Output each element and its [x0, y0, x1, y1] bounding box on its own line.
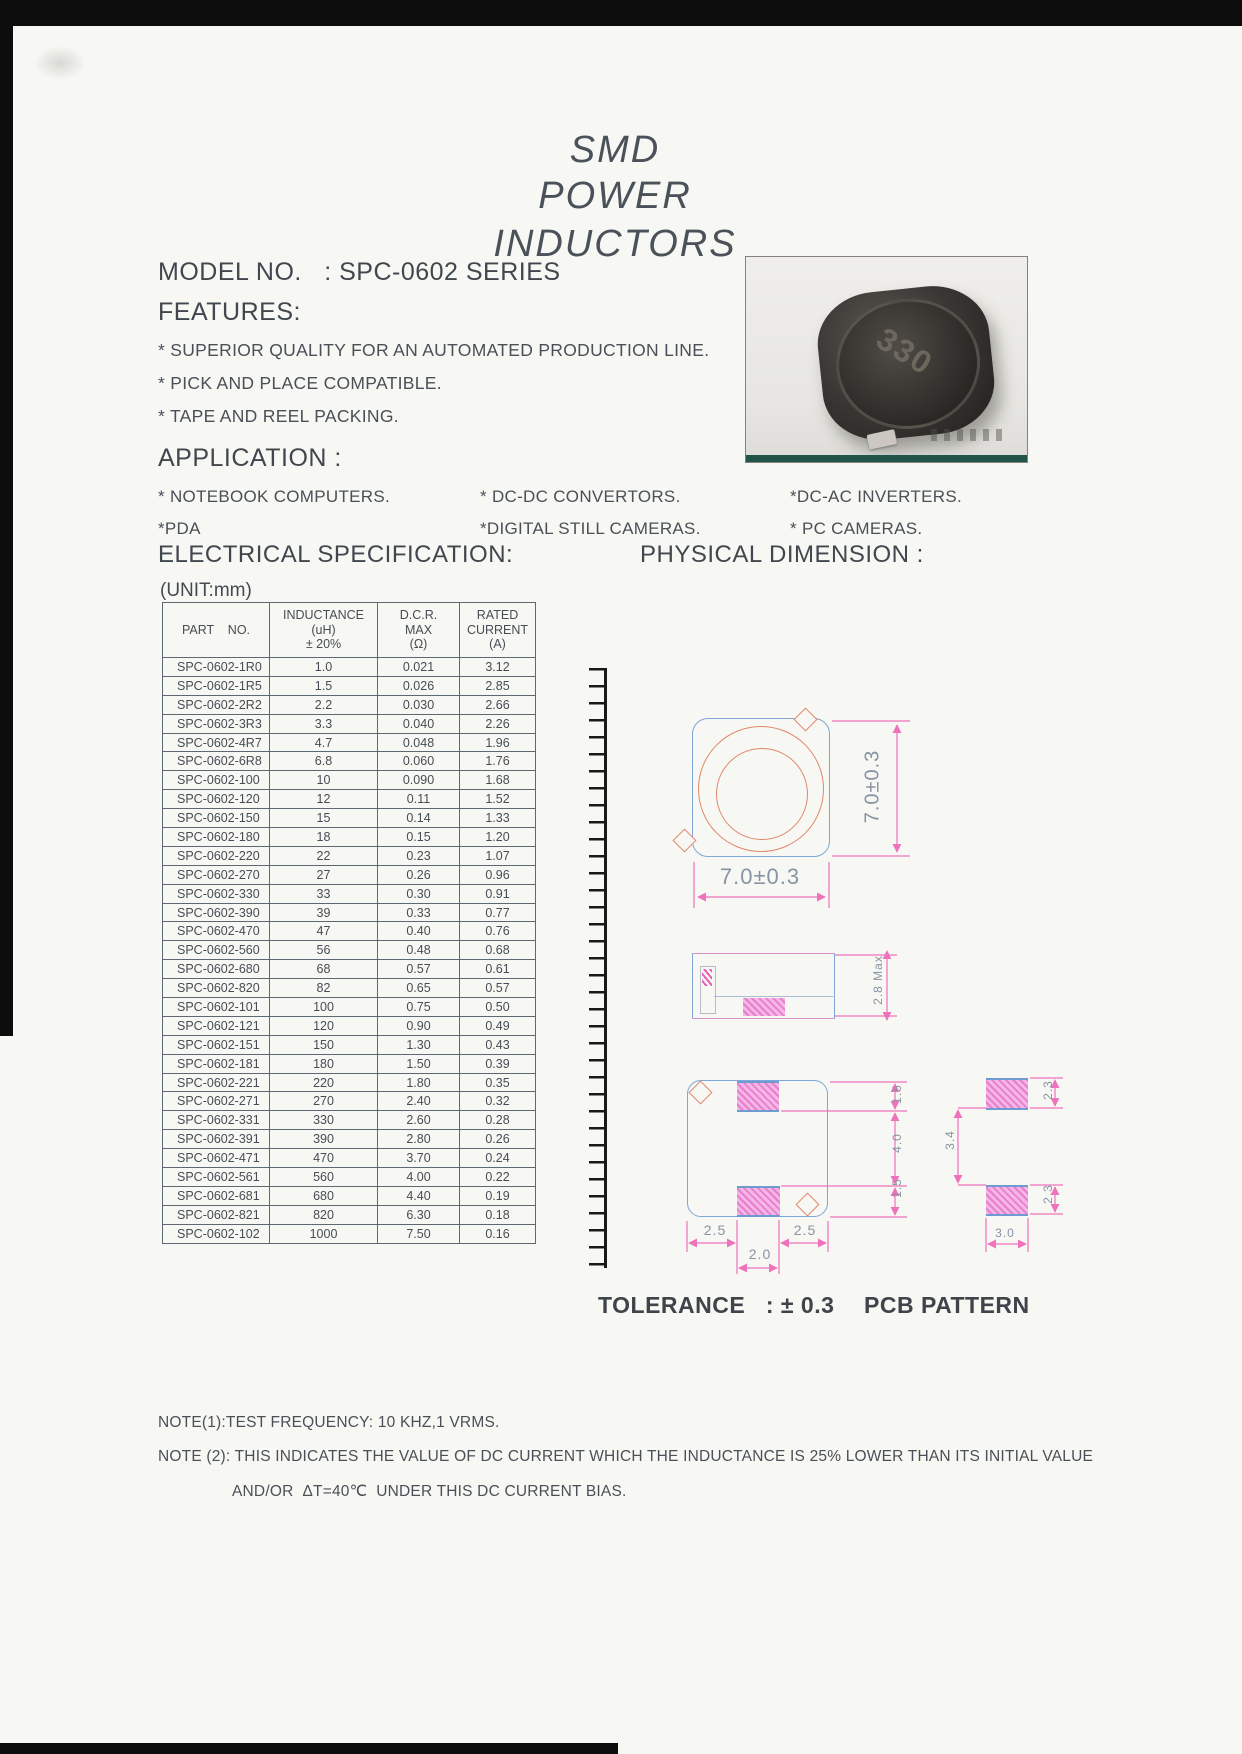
- spec-cell: 0.26: [378, 865, 460, 884]
- spec-cell: 820: [270, 1205, 378, 1224]
- spec-cell: 4.00: [378, 1168, 460, 1187]
- spec-cell: 7.50: [378, 1224, 460, 1243]
- page-title: [408, 128, 822, 268]
- spec-cell: 0.15: [378, 828, 460, 847]
- spec-table: [162, 602, 536, 1244]
- spec-cell: 1.50: [378, 1054, 460, 1073]
- spec-row: [163, 771, 536, 790]
- spec-cell: 0.91: [460, 884, 536, 903]
- spec-cell: 0.11: [378, 790, 460, 809]
- spec-cell: SPC-0602-470: [163, 922, 270, 941]
- spec-cell: SPC-0602-180: [163, 828, 270, 847]
- dim-land-right-top: 1.5: [890, 1084, 904, 1104]
- spec-cell: 0.28: [460, 1111, 536, 1130]
- side-view-seat-line: [714, 996, 833, 997]
- spec-row: [163, 1205, 536, 1224]
- spec-cell: SPC-0602-1R5: [163, 676, 270, 695]
- dim-pcb-pad-top-h: 2.3: [1041, 1080, 1055, 1100]
- spec-cell: 33: [270, 884, 378, 903]
- spec-cell: SPC-0602-150: [163, 809, 270, 828]
- dim-land-bot-right: 2.5: [793, 1222, 817, 1238]
- spec-cell: 2.85: [460, 676, 536, 695]
- spec-cell: SPC-0602-102: [163, 1224, 270, 1243]
- pcb-pad-bottom: [986, 1185, 1028, 1216]
- spec-cell: 22: [270, 846, 378, 865]
- spec-cell: 1.5: [270, 676, 378, 695]
- hatch-mark: [702, 969, 712, 986]
- spec-cell: 0.68: [460, 941, 536, 960]
- feature-item: * SUPERIOR QUALITY FOR AN AUTOMATED PRODUCTION LINE.: [158, 340, 710, 360]
- spec-cell: 0.90: [378, 1016, 460, 1035]
- spec-cell: 3.70: [378, 1149, 460, 1168]
- spec-cell: SPC-0602-3R3: [163, 714, 270, 733]
- spec-row: [163, 960, 536, 979]
- spec-row: [163, 695, 536, 714]
- model-number: MODEL NO. : SPC-0602 SERIES: [158, 258, 561, 286]
- spec-cell: SPC-0602-561: [163, 1168, 270, 1187]
- spec-row: [163, 1224, 536, 1243]
- spec-cell: 0.33: [378, 903, 460, 922]
- spec-cell: SPC-0602-221: [163, 1073, 270, 1092]
- spec-cell: 2.60: [378, 1111, 460, 1130]
- spec-cell: 2.80: [378, 1130, 460, 1149]
- spec-cell: 0.26: [460, 1130, 536, 1149]
- column-header: D.C.R. MAX (Ω): [378, 603, 460, 658]
- application-heading: APPLICATION :: [158, 444, 342, 472]
- spec-cell: 0.22: [460, 1168, 536, 1187]
- spec-cell: SPC-0602-680: [163, 960, 270, 979]
- spec-cell: 1.76: [460, 752, 536, 771]
- spec-row: [163, 979, 536, 998]
- spec-cell: 0.021: [378, 658, 460, 677]
- dim-pcb-pad-bot-h: 2.3: [1041, 1184, 1055, 1204]
- spec-cell: 0.35: [460, 1073, 536, 1092]
- scan-smudge: [34, 46, 86, 80]
- spec-row: [163, 676, 536, 695]
- spec-row: [163, 1035, 536, 1054]
- spec-row: [163, 922, 536, 941]
- spec-cell: SPC-0602-330: [163, 884, 270, 903]
- spec-row: [163, 865, 536, 884]
- spec-cell: 18: [270, 828, 378, 847]
- scan-bar-bottom: [0, 1743, 618, 1754]
- spec-row: [163, 1111, 536, 1130]
- spec-cell: 47: [270, 922, 378, 941]
- spec-cell: 220: [270, 1073, 378, 1092]
- spec-cell: SPC-0602-120: [163, 790, 270, 809]
- spec-cell: 0.048: [378, 733, 460, 752]
- spec-cell: 330: [270, 1111, 378, 1130]
- feature-item: * TAPE AND REEL PACKING.: [158, 406, 399, 426]
- spec-cell: 0.57: [378, 960, 460, 979]
- application-item: *PDA: [158, 519, 201, 538]
- spec-cell: 270: [270, 1092, 378, 1111]
- column-header: INDUCTANCE (uH) ± 20%: [270, 603, 378, 658]
- spec-cell: 0.026: [378, 676, 460, 695]
- spec-cell: 2.2: [270, 695, 378, 714]
- spec-row: [163, 733, 536, 752]
- pcb-pad-top: [986, 1078, 1028, 1110]
- spec-cell: 100: [270, 998, 378, 1017]
- spec-cell: 4.40: [378, 1186, 460, 1205]
- spec-cell: 1.96: [460, 733, 536, 752]
- spec-cell: 0.96: [460, 865, 536, 884]
- spec-cell: 0.23: [378, 846, 460, 865]
- spec-row: [163, 809, 536, 828]
- spec-cell: SPC-0602-270: [163, 865, 270, 884]
- application-item: *DIGITAL STILL CAMERAS.: [480, 519, 701, 538]
- spec-cell: 0.30: [378, 884, 460, 903]
- spec-row: [163, 1054, 536, 1073]
- spec-row: [163, 846, 536, 865]
- note-2: NOTE (2): THIS INDICATES THE VALUE OF DC CURRENT WHICH THE INDUCTANCE IS 25% LOWER THAN ITS INITIAL VALUE: [158, 1448, 1094, 1465]
- spec-cell: 68: [270, 960, 378, 979]
- column-header: RATED CURRENT (A): [460, 603, 536, 658]
- spec-cell: SPC-0602-391: [163, 1130, 270, 1149]
- spec-cell: 1.68: [460, 771, 536, 790]
- column-header: PART NO.: [163, 603, 270, 658]
- side-view-pad: [743, 998, 785, 1016]
- spec-cell: 6.8: [270, 752, 378, 771]
- spec-cell: 0.48: [378, 941, 460, 960]
- spec-cell: 120: [270, 1016, 378, 1035]
- spec-cell: SPC-0602-560: [163, 941, 270, 960]
- spec-cell: 3.12: [460, 658, 536, 677]
- spec-cell: 2.66: [460, 695, 536, 714]
- side-view-core: [700, 966, 716, 1014]
- spec-row: [163, 998, 536, 1017]
- spec-cell: 0.18: [460, 1205, 536, 1224]
- application-item: * NOTEBOOK COMPUTERS.: [158, 487, 391, 506]
- scan-bar-left: [0, 0, 13, 1036]
- spec-cell: 0.19: [460, 1186, 536, 1205]
- spec-cell: 560: [270, 1168, 378, 1187]
- spec-row: [163, 1186, 536, 1205]
- spec-cell: 1.52: [460, 790, 536, 809]
- note-1: NOTE(1):TEST FREQUENCY: 10 KHZ,1 VRMS.: [158, 1414, 500, 1431]
- pcb-pattern-label: PCB PATTERN: [864, 1292, 1030, 1318]
- spec-cell: 150: [270, 1035, 378, 1054]
- bottom-view-pad-top: [737, 1081, 779, 1112]
- spec-table-body: [163, 658, 536, 1244]
- spec-cell: 1.0: [270, 658, 378, 677]
- spec-cell: SPC-0602-121: [163, 1016, 270, 1035]
- product-photo: [745, 256, 1028, 463]
- tolerance-label: TOLERANCE : ± 0.3: [598, 1292, 835, 1318]
- spec-cell: 0.57: [460, 979, 536, 998]
- spec-cell: 3.3: [270, 714, 378, 733]
- spec-cell: 12: [270, 790, 378, 809]
- application-item: * DC-DC CONVERTORS.: [480, 487, 681, 506]
- spec-cell: 1.07: [460, 846, 536, 865]
- spec-cell: 2.40: [378, 1092, 460, 1111]
- photo-noise: [931, 429, 1009, 441]
- spec-cell: SPC-0602-6R8: [163, 752, 270, 771]
- spec-cell: SPC-0602-220: [163, 846, 270, 865]
- spec-cell: 0.16: [460, 1224, 536, 1243]
- spec-cell: 1.30: [378, 1035, 460, 1054]
- dim-land-bot-center: 2.0: [748, 1246, 772, 1262]
- dim-pcb-pad-w: 3.0: [995, 1226, 1015, 1240]
- spec-cell: SPC-0602-100: [163, 771, 270, 790]
- spec-row: [163, 1073, 536, 1092]
- spec-row: [163, 941, 536, 960]
- inductor-body: [813, 280, 1000, 445]
- spec-cell: 0.030: [378, 695, 460, 714]
- unit-label: (UNIT:mm): [160, 580, 252, 601]
- application-item: *DC-AC INVERTERS.: [790, 487, 962, 506]
- spec-cell: 82: [270, 979, 378, 998]
- spec-cell: 180: [270, 1054, 378, 1073]
- dim-land-bot-left: 2.5: [703, 1222, 727, 1238]
- spec-cell: SPC-0602-821: [163, 1205, 270, 1224]
- dim-top-width: 7.0±0.3: [719, 864, 801, 889]
- spec-table-header: [163, 603, 536, 658]
- feature-item: * PICK AND PLACE COMPATIBLE.: [158, 373, 442, 393]
- spec-cell: SPC-0602-331: [163, 1111, 270, 1130]
- spec-cell: 1.80: [378, 1073, 460, 1092]
- spec-cell: 0.39: [460, 1054, 536, 1073]
- spec-cell: 15: [270, 809, 378, 828]
- spec-row: [163, 884, 536, 903]
- spec-row: [163, 1092, 536, 1111]
- note-2-cont: AND/OR ΔT=40℃ UNDER THIS DC CURRENT BIAS.: [232, 1483, 627, 1500]
- spec-cell: 10: [270, 771, 378, 790]
- spec-cell: 56: [270, 941, 378, 960]
- spec-row: [163, 1016, 536, 1035]
- spec-cell: 2.26: [460, 714, 536, 733]
- spec-cell: SPC-0602-181: [163, 1054, 270, 1073]
- spec-cell: SPC-0602-2R2: [163, 695, 270, 714]
- spec-row: [163, 1168, 536, 1187]
- spec-cell: SPC-0602-271: [163, 1092, 270, 1111]
- spec-cell: 0.49: [460, 1016, 536, 1035]
- title-line2: POWER INDUCTORS: [493, 175, 737, 265]
- spec-cell: 0.61: [460, 960, 536, 979]
- dim-side-height: 2.8 Max: [871, 955, 885, 1005]
- spec-row: [163, 828, 536, 847]
- spec-row: [163, 752, 536, 771]
- inductor-terminal: [867, 429, 898, 449]
- dim-land-right-bot: 1.5: [890, 1178, 904, 1198]
- spec-cell: 27: [270, 865, 378, 884]
- spec-cell: 390: [270, 1130, 378, 1149]
- spec-cell: 4.7: [270, 733, 378, 752]
- spec-cell: 1.20: [460, 828, 536, 847]
- spec-cell: 0.40: [378, 922, 460, 941]
- spec-cell: 1000: [270, 1224, 378, 1243]
- inductor-marking: 330: [870, 320, 940, 383]
- spec-cell: 0.32: [460, 1092, 536, 1111]
- scan-bar-top: [0, 0, 1242, 26]
- spec-cell: SPC-0602-471: [163, 1149, 270, 1168]
- features-heading: FEATURES:: [158, 298, 301, 326]
- spec-row: [163, 903, 536, 922]
- spec-cell: 0.24: [460, 1149, 536, 1168]
- spec-cell: 0.14: [378, 809, 460, 828]
- spec-cell: SPC-0602-4R7: [163, 733, 270, 752]
- spec-cell: 0.77: [460, 903, 536, 922]
- dim-top-height: 7.0±0.3: [861, 749, 884, 824]
- spec-cell: 0.040: [378, 714, 460, 733]
- spec-row: [163, 658, 536, 677]
- spec-cell: 680: [270, 1186, 378, 1205]
- spec-cell: 1.33: [460, 809, 536, 828]
- electrical-spec-heading: ELECTRICAL SPECIFICATION:: [158, 541, 514, 568]
- spec-cell: 6.30: [378, 1205, 460, 1224]
- spec-cell: 39: [270, 903, 378, 922]
- spec-cell: SPC-0602-151: [163, 1035, 270, 1054]
- photo-bottom-strip: [746, 455, 1027, 462]
- dim-pcb-gap: 3.4: [943, 1130, 957, 1150]
- bottom-view-pad-bottom: [737, 1186, 780, 1217]
- spec-cell: 0.65: [378, 979, 460, 998]
- spec-cell: 0.43: [460, 1035, 536, 1054]
- spec-cell: 0.76: [460, 922, 536, 941]
- title-line1: SMD: [569, 129, 661, 171]
- spec-cell: 470: [270, 1149, 378, 1168]
- spec-row: [163, 790, 536, 809]
- spec-cell: 0.75: [378, 998, 460, 1017]
- dim-land-right-mid: 4.0: [890, 1133, 904, 1153]
- spec-cell: 0.060: [378, 752, 460, 771]
- spec-cell: SPC-0602-1R0: [163, 658, 270, 677]
- spec-row: [163, 1149, 536, 1168]
- coil-inner-circle: [716, 748, 808, 840]
- physical-dimension-heading: PHYSICAL DIMENSION :: [640, 541, 924, 568]
- spec-row: [163, 1130, 536, 1149]
- spec-cell: SPC-0602-390: [163, 903, 270, 922]
- spec-cell: SPC-0602-681: [163, 1186, 270, 1205]
- application-item: * PC CAMERAS.: [790, 519, 923, 538]
- spec-cell: SPC-0602-101: [163, 998, 270, 1017]
- header-row: [163, 603, 536, 658]
- spec-cell: 0.50: [460, 998, 536, 1017]
- spec-cell: 0.090: [378, 771, 460, 790]
- spec-cell: SPC-0602-820: [163, 979, 270, 998]
- spec-row: [163, 714, 536, 733]
